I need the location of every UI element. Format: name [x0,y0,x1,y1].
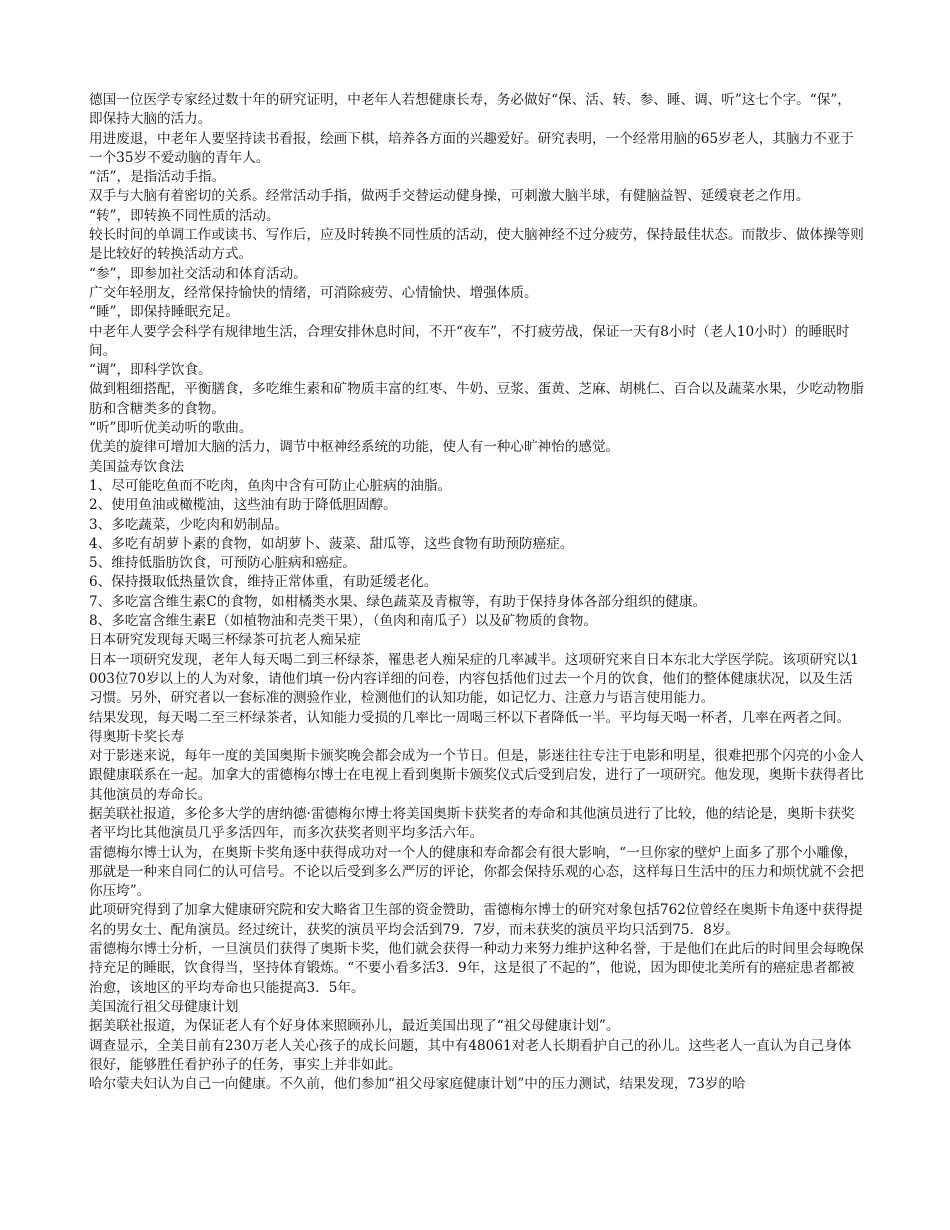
list-item: 7、多吃富含维生素C的食物，如柑橘类水果、绿色蔬菜及青椒等，有助于保持身体各部分组织的健康。 [89,593,707,610]
paragraph: 哈尔蒙夫妇认为自己一向健康。不久前，他们参加“祖父母家庭健康计划”中的压力测试，结果发现，73岁的哈 [89,1076,746,1093]
list-item: 5、维持低脂肪饮食，可预防心脏病和癌症。 [89,555,356,572]
paragraph: 优美的旋律可增加大脑的活力，调节中枢神经系统的功能，使人有一种心旷神怡的感觉。 [89,439,620,456]
paragraph: 中老年人要学会科学有规律地生活，合理安排休息时间，不开“夜车”，不打疲劳战，保证一天有8小时（老人10小时）的睡眠时间。 [89,323,850,359]
paragraph: “睡”，即保持睡眠充足。 [89,304,239,321]
paragraph: “转”，即转换不同性质的活动。 [89,207,280,224]
paragraph: 结果发现，每天喝二至三杯绿茶者，认知能力受损的几率比一周喝三杯以下者降低一半。平均每天喝一杯者，几率在两者之间。 [89,709,851,726]
intro-paragraph: 德国一位医学专家经过数十年的研究证明，中老年人若想健康长寿，务必做好“保、活、转、参、睡、调、听”这七个字。“保”，即保持大脑的活力。 [89,92,851,128]
section-heading: 美国益寿饮食法 [89,458,185,475]
paragraph: “听”即听优美动听的歌曲。 [89,420,253,437]
paragraph: 日本一项研究发现，老年人每天喝二到三杯绿茶，罹患老人痴呆症的几率减半。这项研究来自日本东北大学医学院。该项研究以1003位70岁以上的人为对象，请他们填一份内容详细的问卷，内容包括他们过去一个月的饮食，他们的整体健康状况，以及生活习惯。另外，研究者以一套标准的测验作业，检测他们的认知功能，如记忆力、注意力与语言使用能力。 [89,651,859,707]
list-item: 3、多吃蔬菜，少吃肉和奶制品。 [89,516,288,533]
paragraph: 用进废退，中老年人要坚持读书看报，绘画下棋，培养各方面的兴趣爱好。研究表明，一个经常用脑的65岁老人，其脑力不亚于一个35岁不爱动脑的青年人。 [89,130,854,166]
paragraph: 对于影迷来说，每年一度的美国奥斯卡颁奖晚会都会成为一个节日。但是，影迷往往专注于电影和明星，很难把那个闪亮的小金人跟健康联系在一起。加拿大的雷德梅尔博士在电视上看到奥斯卡颁奖仪式后受到启发，进行了一项研究。他发现，奥斯卡获得者比其他演员的寿命长。 [89,748,864,803]
list-item: 6、保持摄取低热量饮食，维持正常体重，有助延缓老化。 [89,574,438,591]
paragraph: “参”，即参加社交活动和体育活动。 [89,265,307,282]
paragraph: 据美联社报道，多伦多大学的唐纳德·雷德梅尔博士将美国奥斯卡获奖者的寿命和其他演员进行了比较，他的结论是，奥斯卡获奖者平均比其他演员几乎多活四年，而多次获奖者则平均多活六年。 [89,805,855,842]
paragraph: 此项研究得到了加拿大健康研究院和安大略省卫生部的资金赞助，雷德梅尔博士的研究对象包括762位曾经在奥斯卡角逐中获得提名的男女士、配角演员。经过统计，获奖的演员平均会活到79．7岁，而未获奖的演员平均只活到75．8岁。 [89,902,863,938]
list-item: 8、多吃富含维生素E（如植物油和壳类干果），（鱼肉和南瓜子）以及矿物质的食物。 [89,613,597,630]
article-body [89,91,864,1094]
list-item: 1、尽可能吃鱼而不吃肉，鱼肉中含有可防止心脏病的油脂。 [89,477,452,494]
paragraph: “活”，是指活动手指。 [89,169,226,186]
paragraph: 调查显示，全美目前有230万老人关心孩子的成长问题，其中有48061对老人长期看护自己的孙儿。这些老人一直认为自己身体很好，能够胜任看护孙子的任务，事实上并非如此。 [89,1037,852,1073]
paragraph: 雷德梅尔博士认为，在奥斯卡奖角逐中获得成功对一个人的健康和寿命都会有很大影响，“一旦你家的壁炉上面多了那个小雕像，那就是一种来自同仁的认可信号。不论以后受到多么严厉的评论，你都会保持乐观的心态，这样每日生活中的压力和烦忧就不会把你压垮”。 [89,844,864,900]
paragraph: 双手与大脑有着密切的关系。经常活动手指，做两手交替运动健身操，可刺激大脑半球，有健脑益智、延缓衰老之作用。 [89,188,810,205]
list-item: 4、多吃有胡萝卜素的食物，如胡萝卜、菠菜、甜瓜等，这些食物有助预防癌症。 [89,535,574,552]
paragraph: “调”，即科学饮食。 [89,362,212,379]
section-heading: 美国流行祖父母健康计划 [89,998,239,1015]
section-heading: 得奥斯卡奖长寿 [89,728,185,745]
paragraph: 雷德梅尔博士分析，一旦演员们获得了奥斯卡奖，他们就会获得一种动力来努力维护这种名誉，于是他们在此后的时间里会每晚保持充足的睡眠，饮食得当，坚持体育锻炼。“不要小看多活3．9年，这是很了不起的”，他说，因为即使北美所有的癌症患者都被治愈，该地区的平均寿命也只能提高3．5年。 [89,941,864,996]
list-item: 2、使用鱼油或橄榄油，这些油有助于降低胆固醇。 [89,497,397,514]
paragraph: 据美联社报道，为保证老人有个好身体来照顾孙儿，最近美国出现了“祖父母健康计划”。 [89,1018,620,1035]
paragraph: 做到粗细搭配，平衡膳食，多吃维生素和矿物质丰富的红枣、牛奶、豆浆、蛋黄、芝麻、胡桃仁、百合以及蔬菜水果，少吃动物脂肪和含糖类多的食物。 [89,381,864,417]
paragraph: 较长时间的单调工作或读书、写作后，应及时转换不同性质的活动，使大脑神经不过分疲劳，保持最佳状态。而散步、做体操等则是比较好的转换活动方式。 [89,227,864,263]
section-heading: 日本研究发现每天喝三杯绿茶可抗老人痴呆症 [89,632,361,649]
paragraph: 广交年轻朋友，经常保持愉快的情绪，可消除疲劳、心情愉快、增强体质。 [89,284,538,301]
